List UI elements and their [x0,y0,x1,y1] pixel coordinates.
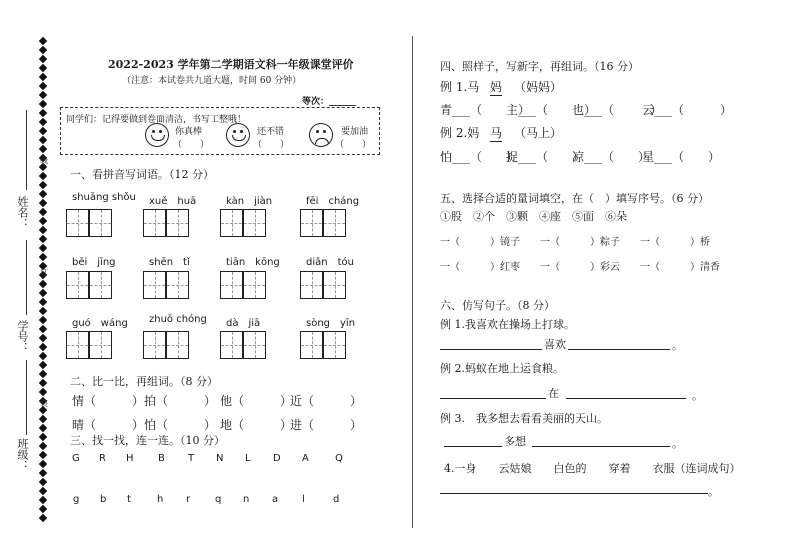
pinyin-label: diǎn tóu [306,257,354,268]
q6-question4: 4.一身 云姑娘 白色的 穿着 衣服（连词成句） [444,462,741,475]
sad-face-icon [309,123,333,147]
q3-title: 三、找一找，连一连。（10 分） [70,434,225,447]
upper-letter[interactable]: N [216,453,224,464]
measure-word-blank[interactable]: 一（ ）清香 [640,262,720,273]
diamond-mark [39,334,47,342]
q6-word2: 在 [548,387,559,400]
diamond-mark [39,190,47,198]
q6-line-2a[interactable] [440,398,546,399]
smile-face-icon [145,123,169,147]
q2-title: 二、比一比，再组词。（8 分） [70,375,218,388]
diamond-mark [39,253,47,261]
writing-cell[interactable] [143,331,166,359]
grade-label: 等次：______ [302,97,357,107]
diamond-mark [39,127,47,135]
upper-letter[interactable]: H [126,453,134,464]
number-label: 学号： [16,320,29,353]
rating-paren-try[interactable]: （ ） [335,140,372,150]
q6-line-3b[interactable] [532,446,670,447]
rating-label-great: 你真棒 [175,127,203,137]
diamond-mark [39,235,47,243]
new-char-blank[interactable]: 怕___（ ） [440,150,519,164]
class-line [26,360,27,435]
exam-note: （注意：本试卷共九道大题，时间 60 分钟） [122,76,302,86]
pinyin-label: tiān kōng [226,257,280,268]
lower-letter[interactable]: h [157,494,164,505]
diamond-mark [39,307,47,315]
diamond-mark [39,82,47,90]
lower-letter[interactable]: b [100,494,107,505]
q6-word3: 多想 [504,435,526,448]
writing-cell[interactable] [220,271,243,299]
pinyin-label: fēi cháng [306,196,360,207]
name-label: 姓名： [16,196,29,229]
diamond-mark [39,487,47,495]
new-char-blank[interactable]: 云___（ ） [642,103,733,117]
lower-letter[interactable]: l [302,494,305,505]
writing-cell[interactable] [300,209,323,237]
compare-item[interactable]: 他（ ） [220,394,293,408]
q6-end2: 。 [692,389,703,402]
upper-letter[interactable]: A [302,453,309,464]
writing-cell[interactable] [166,271,189,299]
diamond-mark [39,145,47,153]
q6-end4: 。 [708,485,719,498]
q6-end3: 。 [672,437,683,450]
writing-cell[interactable] [323,209,346,237]
new-char-blank[interactable]: 凉___（ ） [572,150,651,164]
writing-cell[interactable] [143,271,166,299]
diamond-mark [39,217,47,225]
diamond-mark [39,118,47,126]
writing-cell[interactable] [66,271,89,299]
diamond-mark [39,478,47,486]
measure-word-blank[interactable]: 一（ ）彩云 [540,262,620,273]
diamond-mark [39,433,47,441]
pinyin-label: kàn jiàn [226,196,273,207]
writing-cell[interactable] [66,331,89,359]
writing-cell[interactable] [89,331,112,359]
diamond-mark [39,100,47,108]
diamond-mark [39,469,47,477]
diamond-mark [39,388,47,396]
name-line [26,110,27,190]
q6-line-1a[interactable] [440,349,542,350]
pinyin-label: sòng yīn [306,318,356,329]
writing-cell[interactable] [166,331,189,359]
compare-item[interactable]: 怕（ ） [144,418,217,432]
upper-letter[interactable]: R [99,453,106,464]
tip-box [60,107,380,155]
writing-cell[interactable] [89,209,112,237]
q5-options: ①股 ②个 ③颗 ④座 ⑤面 ⑥朵 [440,210,627,223]
number-line [26,240,27,315]
diamond-mark [39,181,47,189]
lower-letter[interactable]: t [127,494,131,505]
diamond-mark [39,91,47,99]
lower-letter[interactable]: n [243,494,250,505]
rating-paren-great[interactable]: （ ） [173,140,210,150]
upper-letter[interactable]: G [72,453,80,464]
tip-text: 同学们：记得要做到卷面清洁，书写工整哦！ [66,115,247,125]
q4-example1-word: （妈妈） [514,80,563,94]
rating-label-good: 还不错 [257,127,285,137]
writing-cell[interactable] [66,209,89,237]
compare-item[interactable]: 地（ ） [220,418,293,432]
compare-item[interactable]: 进（ ） [290,418,363,432]
lower-letter[interactable]: a [272,494,279,505]
diamond-mark [39,316,47,324]
bind-char-2: 订 [40,268,48,277]
q6-line-2b[interactable] [566,398,686,399]
pinyin-label: zhuō chóng [149,314,207,325]
q6-example2: 例 2.蚂蚁在地上运食粮。 [440,362,564,375]
q6-example1: 例 1.我喜欢在操场上打球。 [440,318,575,331]
writing-cell[interactable] [323,271,346,299]
writing-cell[interactable] [300,271,323,299]
compare-item[interactable]: 近（ ） [290,394,363,408]
diamond-mark [39,298,47,306]
upper-letter[interactable]: L [245,453,251,464]
diamond-mark [39,199,47,207]
pinyin-label: bēi jīng [72,257,116,268]
writing-cell[interactable] [143,209,166,237]
measure-word-blank[interactable]: 一（ ）桥 [640,237,710,248]
upper-letter[interactable]: Q [335,453,343,464]
q6-line-4[interactable] [440,493,708,494]
upper-letter[interactable]: B [158,453,165,464]
lower-letter[interactable]: d [333,494,340,505]
q4-title: 四、照样子，写新字，再组词。（16 分） [440,60,639,73]
writing-cell[interactable] [243,331,266,359]
q6-title: 六、仿写句子。（8 分） [440,299,555,312]
diamond-mark [39,496,47,504]
new-char-blank[interactable]: 青___（ ） [440,103,531,117]
compare-item[interactable]: 情（ ） [72,394,145,408]
writing-cell[interactable] [220,209,243,237]
q4-example2-char: 马 [490,126,503,140]
q4-example1-prefix: 例 1.马 [440,80,480,94]
pinyin-label: guó wáng [72,318,128,329]
neutral-face-icon [226,123,250,147]
writing-cell[interactable] [300,331,323,359]
class-label: 班级： [16,438,29,471]
compare-item[interactable]: 拍（ ） [144,394,217,408]
writing-cell[interactable] [243,209,266,237]
lower-letter[interactable]: r [186,494,191,505]
q6-line-1b[interactable] [568,349,670,350]
writing-cell[interactable] [166,209,189,237]
writing-cell[interactable] [89,271,112,299]
diamond-mark [39,55,47,63]
diamond-mark [39,172,47,180]
diamond-mark [39,208,47,216]
measure-word-blank[interactable]: 一（ ）粽子 [540,237,620,248]
new-char-blank[interactable]: 也___（ ） [572,103,663,117]
q6-example3: 例 3. 我多想去看看美丽的天山。 [440,412,608,425]
diamond-mark [39,289,47,297]
q1-title: 一、看拼音写词语。（12 分） [70,168,214,181]
diamond-mark [39,109,47,117]
diamond-mark [39,451,47,459]
pinyin-label: dà jiā [226,318,261,329]
diamond-mark [39,46,47,54]
pinyin-label: shuāng shǒu [72,192,136,203]
diamond-mark [39,514,47,522]
writing-cell[interactable] [220,331,243,359]
upper-letter[interactable]: D [273,453,281,464]
writing-cell[interactable] [323,331,346,359]
diamond-mark [39,361,47,369]
lower-letter[interactable]: g [73,494,80,505]
diamond-mark [39,343,47,351]
bind-char-3: 装 [40,399,48,408]
pinyin-label: xuě huā [149,196,197,207]
diamond-mark [39,442,47,450]
pinyin-label: shēn tǐ [149,257,190,268]
bind-char-1: 线 [40,156,48,165]
q4-example1-char: 妈 [490,80,503,94]
rating-paren-good[interactable]: （ ） [253,140,290,150]
diamond-mark [39,37,47,45]
lower-letter[interactable]: q [215,494,222,505]
diamond-mark [39,136,47,144]
diamond-mark [39,73,47,81]
rating-label-try: 要加油 [341,127,369,137]
writing-cell[interactable] [243,271,266,299]
diamond-mark [39,280,47,288]
diamond-mark [39,226,47,234]
diamond-mark [39,415,47,423]
measure-word-blank[interactable]: 一（ ）镜子 [440,237,520,248]
diamond-mark [39,424,47,432]
diamond-mark [39,325,47,333]
compare-item[interactable]: 晴（ ） [72,418,145,432]
q6-word1: 喜欢 [544,338,566,351]
new-char-blank[interactable]: 捉___（ ） [506,150,585,164]
diamond-mark [39,64,47,72]
q6-line-3a[interactable] [444,446,502,447]
diamond-mark [39,352,47,360]
q5-title: 五、选择合适的量词填空，在（ ）填写序号。（6 分） [440,192,709,205]
page-divider [412,36,413,528]
diamond-mark [39,244,47,252]
new-char-blank[interactable]: 星___（ ） [642,150,721,164]
exam-title: 2022-2023 学年第二学期语文科一年级课堂评价 [108,58,354,71]
diamond-mark [39,505,47,513]
new-char-blank[interactable]: 主___（ ） [506,103,597,117]
diamond-mark [39,379,47,387]
diamond-mark [39,460,47,468]
upper-letter[interactable]: T [188,453,195,464]
diamond-mark [39,370,47,378]
q4-example2-prefix: 例 2.妈 [440,126,480,140]
measure-word-blank[interactable]: 一（ ）红枣 [440,262,520,273]
q4-example2-word: （马上） [514,126,563,140]
q6-end1: 。 [672,339,683,352]
